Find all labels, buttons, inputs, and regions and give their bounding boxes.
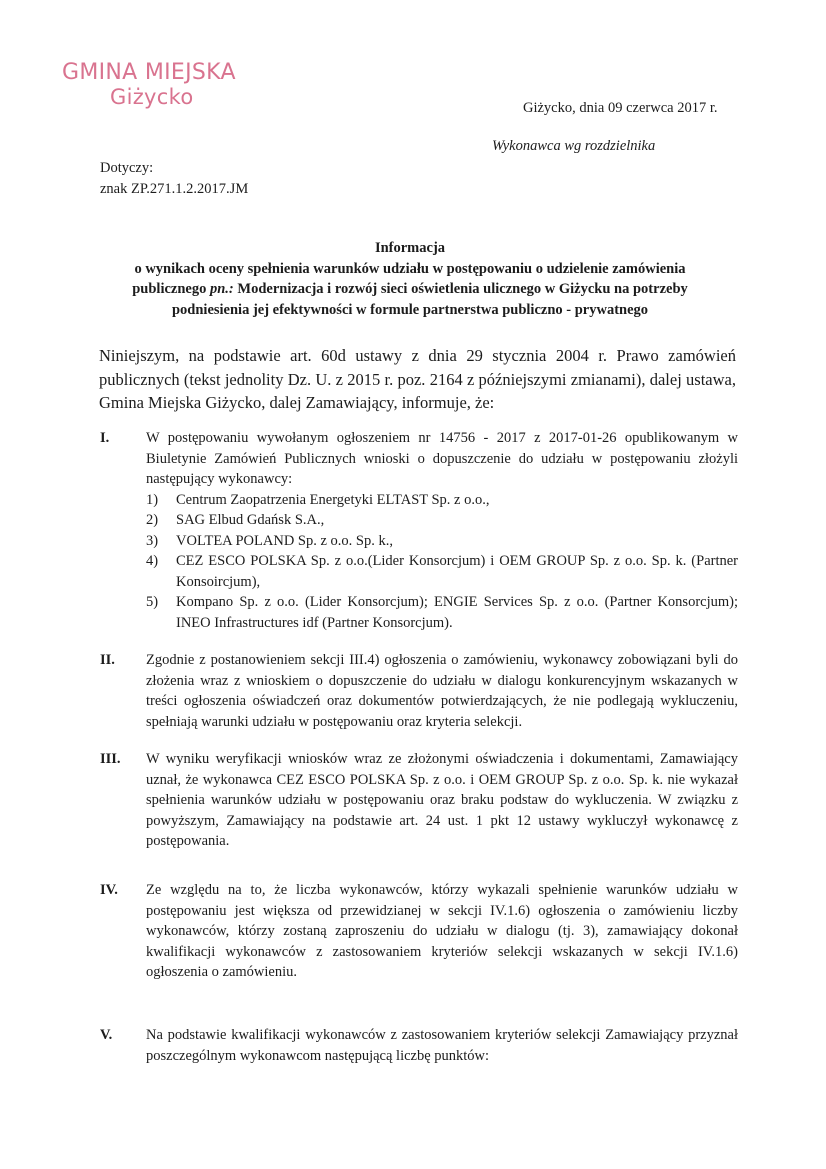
- title-line-2-prefix: publicznego: [132, 281, 210, 297]
- contractor-list: [146, 490, 738, 634]
- list-item: [146, 531, 738, 552]
- title-line-2: [90, 279, 730, 300]
- intro-paragraph: Niniejszym, na podstawie art. 60d ustawy z dnia 29 stycznia 2004 r. Prawo zamówień publicznych (tekst jednolity Dz. U. z 2015 r. poz. 2164 z późniejszymi zmianami), dalej ustawa, Gmina Miejska Giżycko, dalej Zamawiający, informuje, że:: [99, 346, 736, 412]
- section-number: II.: [100, 652, 115, 668]
- list-item-text: CEZ ESCO POLSKA Sp. z o.o.(Lider Konsorcjum) i OEM GROUP Sp. z o.o. Sp. k. (Partner Konsoircjum),: [176, 553, 738, 590]
- section-number: IV.: [100, 882, 118, 898]
- section-text: Ze względu na to, że liczba wykonawców, którzy wykazali spełnienie warunków udziału w postępowaniu jest większa od przewidzianej w sekcji IV.1.6) ogłoszenia o zamówieniu liczby wykonawców, którzy zostaną zaproszeniu do udziału w dialogu (tj. 3), zamawiający dokonał kwalifikacji wykonawców z zastosowaniem kryteriów selekcji wskazanych w sekcji IV.1.6) ogłoszenia o zamówieniu.: [146, 882, 738, 980]
- section-number: V.: [100, 1027, 113, 1043]
- title-line-2-pn: pn.:: [209, 281, 234, 297]
- list-item-text: Kompano Sp. z o.o. (Lider Konsorcjum); ENGIE Services Sp. z o.o. (Partner Konsorcjum); INEO Infrastructures idf (Partner Konsorcjum).: [176, 594, 738, 631]
- reference-number: znak ZP.271.1.2.2017.JM: [100, 181, 249, 197]
- section-i: [100, 428, 740, 633]
- title-heading: Informacja: [374, 240, 446, 256]
- list-item-text: Centrum Zaopatrzenia Energetyki ELTAST Sp. z o.o.,: [176, 491, 490, 508]
- municipality-stamp: [62, 60, 236, 109]
- section-ii: [100, 650, 740, 732]
- section-number: III.: [100, 751, 121, 767]
- list-item-text: VOLTEA POLAND Sp. z o.o. Sp. k.,: [176, 532, 393, 549]
- section-text: W wyniku weryfikacji wniosków wraz ze złożonymi oświadczenia i dokumentami, Zamawiający uznał, że wykonawca CEZ ESCO POLSKA Sp. z o.o. i OEM GROUP Sp. z o.o. Sp. k. nie wykazał spełnienia warunków udziału w postępowaniu oraz braku podstaw do wykluczenia. W związku z powyższym, Zamawiający na podstawie art. 24 ust. 1 pkt 12 ustawy wykluczył wykonawcę z postępowania.: [146, 751, 738, 849]
- section-v: [100, 1025, 740, 1066]
- list-item-number: 4): [146, 553, 159, 569]
- title-line-3: podniesienia jej efektywności w formule partnerstwa publiczno - prywatnego: [171, 301, 649, 318]
- section-text: Na podstawie kwalifikacji wykonawców z zastosowaniem kryteriów selekcji Zamawiający przyznał poszczególnym wykonawcom następującą liczbę punktów:: [146, 1027, 738, 1064]
- document-title: [90, 238, 730, 320]
- list-item-number: 3): [146, 532, 159, 549]
- list-item-number: 5): [146, 594, 159, 610]
- place-and-date: Giżycko, dnia 09 czerwca 2017 r.: [523, 100, 718, 116]
- section-iii: [100, 749, 740, 852]
- list-item-number: 1): [146, 491, 159, 508]
- list-item-text: SAG Elbud Gdańsk S.A.,: [176, 512, 325, 528]
- section-text: Zgodnie z postanowieniem sekcji III.4) ogłoszenia o zamówieniu, wykonawcy zobowiązani byli do złożenia wraz z wnioskiem o dopuszczenie do udziału w dialogu konkurencyjnym wskazanych w treści ogłoszenia oświadczeń oraz dokumentów potwierdzających, że nie podlegają wykluczeniu, spełniają warunki udziału w postępowaniu oraz kryteria selekcji.: [146, 652, 738, 730]
- section-text: W postępowaniu wywołanym ogłoszeniem nr 14756 - 2017 z 2017-01-26 opublikowanym w Biuletynie Zamówień Publicznych wnioski o dopuszczenie do udziału w postępowaniu złożyli następujący wykonawcy:: [146, 430, 738, 487]
- stamp-line-2: Giżycko: [110, 85, 194, 110]
- regarding-block: [100, 158, 248, 200]
- list-item: [146, 592, 738, 633]
- list-item: [146, 551, 738, 592]
- stamp-line-1: GMINA MIEJSKA: [62, 60, 236, 85]
- title-line-1: o wynikach oceny spełnienia warunków udziału w postępowaniu o udzielenie zamówienia: [134, 260, 686, 277]
- title-line-2-rest: Modernizacja i rozwój sieci oświetlenia ulicznego w Giżycku na potrzeby: [233, 281, 688, 297]
- regarding-label: Dotyczy:: [100, 160, 154, 176]
- list-item: [146, 510, 738, 531]
- recipient: Wykonawca wg rozdzielnika: [492, 138, 656, 154]
- section-number: I.: [100, 430, 110, 446]
- list-item: [146, 490, 738, 511]
- list-item-number: 2): [146, 512, 159, 528]
- section-iv: [100, 880, 740, 983]
